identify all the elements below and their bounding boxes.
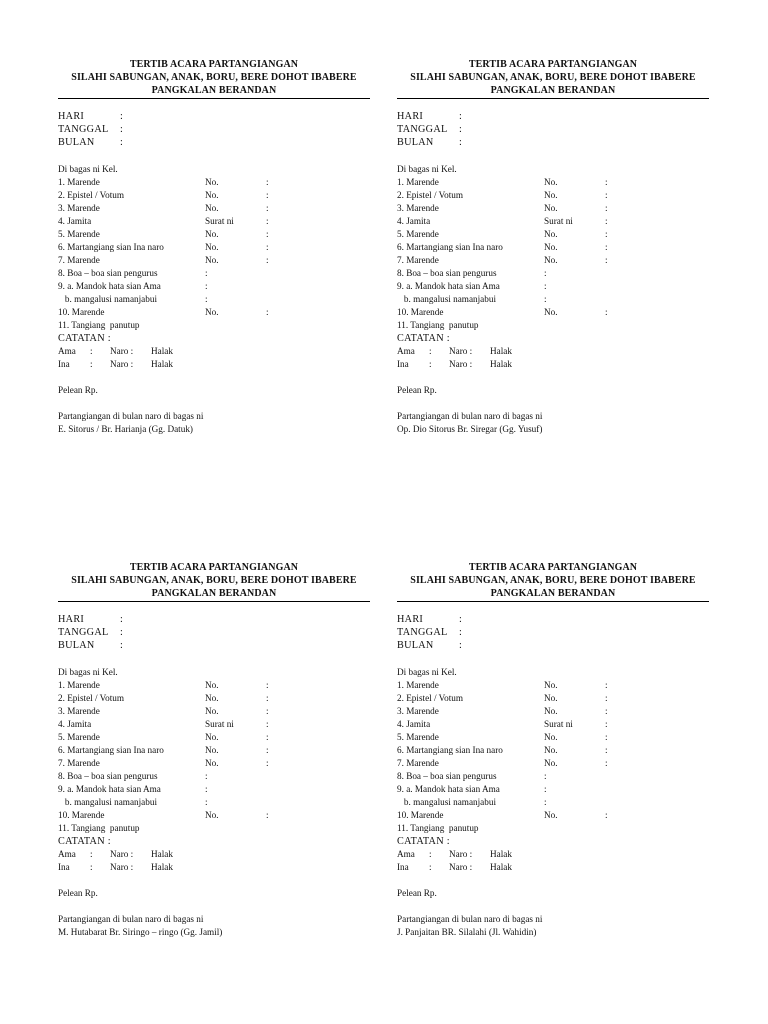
field-label: HARI [58,111,85,122]
field-label: BULAN [397,640,434,651]
item-label: 11. Tangiang panutup [58,320,140,330]
pelean-text: Pelean Rp. [58,385,98,395]
header-divider [397,98,709,99]
item-label: 3. Marende [397,203,439,213]
item-ref: No. [205,680,219,690]
note-a: Ama [58,849,76,859]
catatan-label: CATATAN : [397,836,450,847]
item-label: 7. Marende [397,255,439,265]
item-ref: No. [205,255,219,265]
field-colon: : [459,640,463,651]
item-ref: No. [544,307,558,317]
header-line3: PANGKALAN BERANDAN [151,588,277,599]
item-label: 10. Marende [397,810,444,820]
item-label: 1. Marende [397,680,439,690]
header-line2: SILAHI SABUNGAN, ANAK, BORU, BERE DOHOT IBABERE [71,72,357,83]
item-colon: : [605,203,608,213]
item-ref: : [544,771,547,781]
header-divider [58,98,370,99]
item-label: 7. Marende [58,758,100,768]
item-ref: No. [205,307,219,317]
item-ref: : [544,784,547,794]
note-a: Ina [58,359,70,369]
note-a: Ina [58,862,70,872]
item-label: 2. Epistel / Votum [397,693,464,703]
item-colon: : [605,732,608,742]
field-label: HARI [58,614,85,625]
item-label: 9. a. Mandok hata sian Ama [397,784,500,794]
item-label: 5. Marende [397,732,439,742]
item-colon: : [605,758,608,768]
note-b: : [429,849,432,859]
item-colon: : [266,177,269,187]
field-colon: : [459,111,463,122]
item-label: 8. Boa – boa sian pengurus [58,268,158,278]
item-label: 4. Jamita [397,216,431,226]
next-label-text: Partangiangan di bulan naro di bagas ni [397,914,543,924]
note-c: Naro : [449,359,473,369]
item-colon: : [605,706,608,716]
pelean-text: Pelean Rp. [397,888,437,898]
next-label-text: Partangiangan di bulan naro di bagas ni [58,411,204,421]
note-d: Halak [151,849,173,859]
item-label: 11. Tangiang panutup [397,320,479,330]
item-ref: No. [205,706,219,716]
item-colon: : [266,810,269,820]
note-c: Naro : [449,849,473,859]
host-name: J. Panjaitan BR. Silalahi (Jl. Wahidin) [397,927,537,937]
item-colon: : [266,693,269,703]
item-ref: Surat ni [544,216,573,226]
item-label: 6. Martangiang sian Ina naro [58,745,164,755]
item-ref: No. [544,203,558,213]
note-c: Naro : [110,862,134,872]
catatan-label: CATATAN : [397,333,450,344]
note-b: : [429,359,432,369]
note-a: Ina [397,359,409,369]
pelean-text: Pelean Rp. [58,888,98,898]
catatan-label: CATATAN : [58,333,111,344]
item-label: 5. Marende [58,732,100,742]
item-ref: No. [544,242,558,252]
item-ref: : [205,771,208,781]
item-ref: Surat ni [205,216,234,226]
next-label-text: Partangiangan di bulan naro di bagas ni [58,914,204,924]
note-a: Ina [397,862,409,872]
card-header [58,58,370,97]
item-ref: No. [544,732,558,742]
item-label: 4. Jamita [397,719,431,729]
item-ref: No. [544,255,558,265]
item-label: 8. Boa – boa sian pengurus [397,268,497,278]
item-label: 8. Boa – boa sian pengurus [397,771,497,781]
field-colon: : [459,627,463,638]
item-colon: : [605,307,608,317]
item-colon: : [266,758,269,768]
item-label: 11. Tangiang panutup [397,823,479,833]
item-label: 7. Marende [58,255,100,265]
header-line3: PANGKALAN BERANDAN [490,85,616,96]
item-ref: : [205,784,208,794]
item-label: 6. Martangiang sian Ina naro [397,745,503,755]
card-header [397,561,709,600]
item-colon: : [266,719,269,729]
header-divider [58,601,370,602]
item-label: 2. Epistel / Votum [397,190,464,200]
item-ref: No. [205,190,219,200]
item-label: 8. Boa – boa sian pengurus [58,771,158,781]
item-colon: : [605,810,608,820]
item-colon: : [605,216,608,226]
field-colon: : [120,111,124,122]
host-name: M. Hutabarat Br. Siringo – ringo (Gg. Jamil) [58,927,223,937]
item-colon: : [605,229,608,239]
card-header [58,561,370,600]
note-c: Naro : [449,346,473,356]
field-colon: : [459,124,463,135]
item-label: b. mangalusi namanjabui [397,294,496,304]
program-card [397,561,709,941]
note-d: Halak [490,346,512,356]
header-line1: TERTIB ACARA PARTANGIANGAN [129,562,299,573]
item-label: 2. Epistel / Votum [58,190,125,200]
item-label: 4. Jamita [58,216,92,226]
item-label: 9. a. Mandok hata sian Ama [397,281,500,291]
item-label: 5. Marende [397,229,439,239]
item-colon: : [605,693,608,703]
item-ref: Surat ni [544,719,573,729]
intro-text: Di bagas ni Kel. [58,164,118,174]
next-label-text: Partangiangan di bulan naro di bagas ni [397,411,543,421]
item-ref: No. [544,693,558,703]
field-label: TANGGAL [397,124,448,135]
item-ref: No. [205,693,219,703]
item-colon: : [266,190,269,200]
item-colon: : [605,719,608,729]
note-c: Naro : [110,346,134,356]
note-c: Naro : [110,359,134,369]
item-ref: No. [205,758,219,768]
item-label: 3. Marende [397,706,439,716]
item-label: b. mangalusi namanjabui [58,294,157,304]
field-label: BULAN [58,640,95,651]
item-colon: : [605,745,608,755]
item-label: 1. Marende [58,680,100,690]
item-ref: No. [205,732,219,742]
field-label: HARI [397,614,424,625]
header-line1: TERTIB ACARA PARTANGIANGAN [468,562,638,573]
item-ref: : [205,281,208,291]
item-ref: No. [205,745,219,755]
item-ref: No. [544,758,558,768]
note-b: : [90,862,93,872]
item-colon: : [266,732,269,742]
header-line3: PANGKALAN BERANDAN [490,588,616,599]
item-ref: No. [544,190,558,200]
program-card [58,561,370,941]
host-name: Op. Dio Sitorus Br. Siregar (Gg. Yusuf) [397,424,543,434]
note-d: Halak [490,359,512,369]
item-ref: No. [544,177,558,187]
item-label: 10. Marende [58,810,105,820]
item-colon: : [605,255,608,265]
intro-text: Di bagas ni Kel. [397,667,457,677]
note-d: Halak [151,346,173,356]
field-colon: : [120,627,124,638]
item-label: 3. Marende [58,203,100,213]
item-colon: : [266,229,269,239]
field-label: TANGGAL [397,627,448,638]
note-a: Ama [58,346,76,356]
note-b: : [90,359,93,369]
item-label: 10. Marende [58,307,105,317]
header-line2: SILAHI SABUNGAN, ANAK, BORU, BERE DOHOT IBABERE [410,72,696,83]
field-colon: : [459,614,463,625]
item-ref: No. [544,745,558,755]
item-label: 3. Marende [58,706,100,716]
header-line2: SILAHI SABUNGAN, ANAK, BORU, BERE DOHOT IBABERE [410,575,696,586]
item-ref: No. [544,810,558,820]
item-ref: : [544,294,547,304]
item-colon: : [266,307,269,317]
item-ref: No. [544,680,558,690]
item-ref: No. [544,706,558,716]
field-label: BULAN [397,137,434,148]
note-d: Halak [151,862,173,872]
item-ref: : [205,797,208,807]
field-colon: : [120,614,124,625]
field-colon: : [120,640,124,651]
item-ref: : [205,268,208,278]
program-card [397,58,709,438]
item-label: 6. Martangiang sian Ina naro [397,242,503,252]
item-ref: No. [205,177,219,187]
item-ref: No. [205,810,219,820]
item-ref: No. [205,203,219,213]
note-d: Halak [151,359,173,369]
header-line1: TERTIB ACARA PARTANGIANGAN [129,59,299,70]
item-ref: : [205,294,208,304]
item-label: 11. Tangiang panutup [58,823,140,833]
item-colon: : [266,706,269,716]
item-colon: : [266,680,269,690]
item-colon: : [266,216,269,226]
item-ref: : [544,268,547,278]
item-label: 9. a. Mandok hata sian Ama [58,784,161,794]
item-colon: : [266,242,269,252]
item-ref: No. [544,229,558,239]
item-colon: : [266,745,269,755]
item-ref: : [544,281,547,291]
item-ref: Surat ni [205,719,234,729]
field-label: TANGGAL [58,627,109,638]
pelean-text: Pelean Rp. [397,385,437,395]
item-label: 4. Jamita [58,719,92,729]
item-colon: : [605,177,608,187]
note-c: Naro : [110,849,134,859]
field-colon: : [120,137,124,148]
field-colon: : [459,137,463,148]
item-ref: No. [205,242,219,252]
note-b: : [429,346,432,356]
header-line2: SILAHI SABUNGAN, ANAK, BORU, BERE DOHOT IBABERE [71,575,357,586]
item-label: 9. a. Mandok hata sian Ama [58,281,161,291]
item-ref: : [544,797,547,807]
catatan-label: CATATAN : [58,836,111,847]
note-d: Halak [490,849,512,859]
item-colon: : [266,203,269,213]
item-label: 6. Martangiang sian Ina naro [58,242,164,252]
intro-text: Di bagas ni Kel. [397,164,457,174]
item-label: 2. Epistel / Votum [58,693,125,703]
card-header [397,58,709,97]
item-label: b. mangalusi namanjabui [58,797,157,807]
note-a: Ama [397,849,415,859]
item-label: 1. Marende [58,177,100,187]
item-label: 5. Marende [58,229,100,239]
field-label: BULAN [58,137,95,148]
item-label: b. mangalusi namanjabui [397,797,496,807]
intro-text: Di bagas ni Kel. [58,667,118,677]
item-label: 1. Marende [397,177,439,187]
header-line1: TERTIB ACARA PARTANGIANGAN [468,59,638,70]
item-label: 7. Marende [397,758,439,768]
item-colon: : [605,190,608,200]
field-label: HARI [397,111,424,122]
program-card [58,58,370,438]
item-ref: No. [205,229,219,239]
header-divider [397,601,709,602]
note-d: Halak [490,862,512,872]
note-b: : [429,862,432,872]
field-colon: : [120,124,124,135]
note-c: Naro : [449,862,473,872]
item-label: 10. Marende [397,307,444,317]
header-line3: PANGKALAN BERANDAN [151,85,277,96]
note-a: Ama [397,346,415,356]
item-colon: : [605,242,608,252]
note-b: : [90,849,93,859]
note-b: : [90,346,93,356]
item-colon: : [266,255,269,265]
item-colon: : [605,680,608,690]
field-label: TANGGAL [58,124,109,135]
host-name: E. Sitorus / Br. Harianja (Gg. Datuk) [58,424,193,434]
